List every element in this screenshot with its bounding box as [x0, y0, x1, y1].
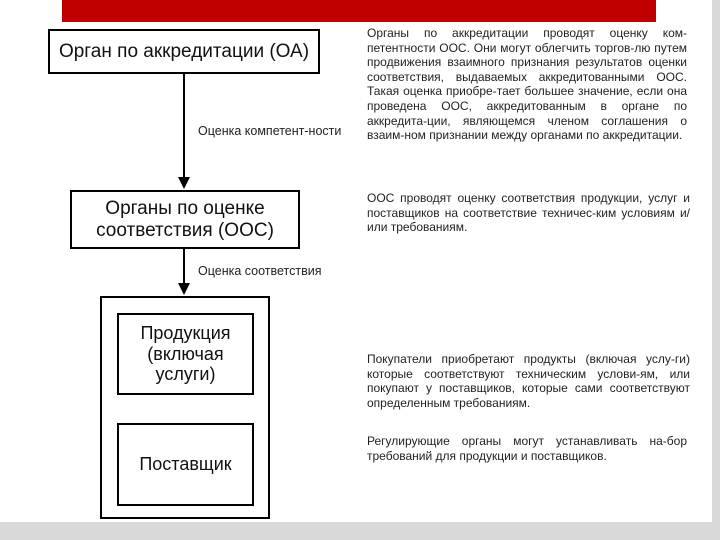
- paragraph-buyers: Покупатели приобретают продукты (включая услу-ги) которые соответствуют техническим услови-ям, или покупают у поставщиков, которые сами соответствуют определенным требованиям.: [367, 352, 690, 410]
- competence-assessment-label: Оценка компетент-ности: [198, 124, 342, 138]
- paragraph-regulators: Регулирующие органы могут устанавливать на-бор требований для продукции и поставщиков.: [367, 434, 687, 463]
- arrow-line-competence: [183, 74, 185, 178]
- conformity-bodies-line-2: соответствия (ООС): [96, 219, 274, 241]
- conformity-bodies-box: [70, 190, 300, 249]
- paragraph-conformity: ООС проводят оценку соответствия продукции, услуг и поставщиков на соответствие техничес-ким условиям и/или требованиям.: [367, 191, 690, 235]
- arrow-head-conformity: [178, 283, 190, 295]
- accreditation-body-box: [48, 29, 320, 74]
- arrow-head-competence: [178, 177, 190, 189]
- supplier-box: [117, 423, 254, 506]
- accreditation-body-label: Орган по аккредитации (ОА): [58, 40, 310, 62]
- supplier-label: Поставщик: [139, 454, 232, 475]
- products-line-1: Продукция: [140, 322, 231, 343]
- conformity-bodies-line-1: Органы по оценке: [105, 197, 265, 219]
- arrow-line-conformity: [183, 249, 185, 284]
- products-line-3: услуги): [155, 364, 216, 385]
- header-bar: [62, 0, 656, 22]
- products-box: [117, 313, 254, 395]
- conformity-assessment-label: Оценка соответствия: [198, 264, 322, 278]
- paragraph-accreditation: Органы по аккредитации проводят оценку ком-петентности ООС. Они могут облегчить торгов-лю путем продвижения взаимного признания результатов оценки соответствия, выдаваемых аккредитованными ООС. Такая оценка приобре-тает большее значение, если она проведена ООС, аккредитованным в органе по аккредита-ции, являющемся членом соглашения о взаим-ном признании между органами по аккредитации.: [367, 26, 687, 143]
- products-line-2: (включая: [147, 343, 224, 364]
